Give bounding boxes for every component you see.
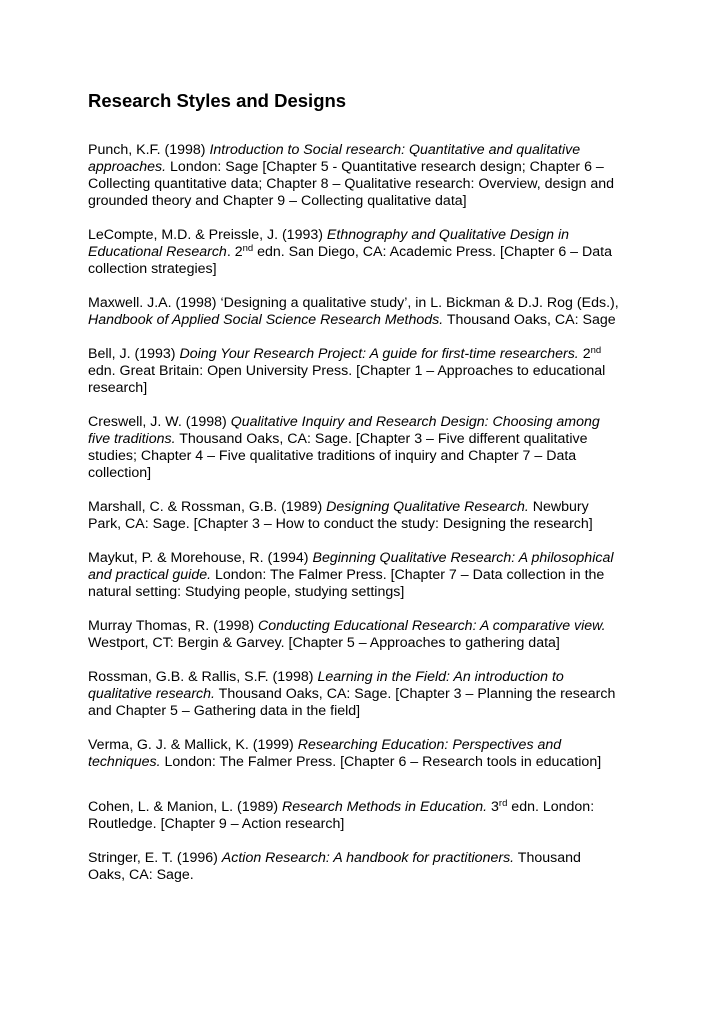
reference-text: 3 [487, 799, 499, 815]
reference-entry [88, 499, 648, 533]
reference-text: Westport, CT: Bergin & Garvey. [Chapter 5 – Approaches to gathering data] [88, 635, 560, 651]
reference-text: Maykut, P. & Morehouse, R. (1994) [88, 550, 313, 566]
reference-title-text: Qualitative Inquiry and Research Design: Choosing among [230, 414, 600, 430]
reference-text: London: Sage [Chapter 5 - Quantitative research design; Chapter 6 – [166, 159, 604, 175]
reference-text: Cohen, L. & Manion, L. (1989) [88, 799, 283, 815]
reference-text: Creswell, J. W. (1998) [88, 414, 231, 430]
reference-entry [88, 414, 648, 482]
reference-text: Oaks, CA: Sage. [88, 867, 194, 883]
reference-title-text: Beginning Qualitative Research: A philosophical [312, 550, 614, 566]
reference-title-text: Educational Research [88, 244, 227, 260]
reference-entry [88, 618, 648, 652]
reference-list [88, 142, 648, 901]
reference-text: Thousand [514, 850, 581, 866]
document-title: Research Styles and Designs [88, 90, 347, 111]
reference-text: Verma, G. J. & Mallick, K. (1999) [88, 737, 298, 753]
reference-entry [88, 295, 648, 329]
reference-text: grounded theory and Chapter 9 – Collecting qualitative data] [88, 193, 467, 209]
reference-title-text: Introduction to Social research: Quantitative and qualitative [209, 142, 581, 158]
reference-text: Thousand Oaks, CA: Sage. [Chapter 3 – Planning the research [214, 686, 616, 702]
reference-text: Punch, K.F. (1998) [88, 142, 210, 158]
reference-entry [88, 550, 648, 601]
reference-text: collection strategies] [88, 261, 217, 277]
reference-entry [88, 669, 648, 720]
reference-entry [88, 227, 648, 278]
reference-text: Newbury [528, 499, 589, 515]
reference-title-text: and practical guide. [88, 567, 212, 583]
reference-text: Thousand Oaks, CA: Sage [443, 312, 616, 328]
reference-text: research] [88, 380, 148, 396]
reference-entry [88, 142, 648, 210]
reference-text: Collecting quantitative data; Chapter 8 – Qualitative research: Overview, design and [88, 176, 615, 192]
reference-text: Rossman, G.B. & Rallis, S.F. (1998) [88, 669, 318, 685]
reference-text: London: The Falmer Press. [Chapter 6 – Research tools in education] [160, 754, 602, 770]
reference-entry [88, 799, 648, 833]
reference-text: Thousand Oaks, CA: Sage. [Chapter 3 – Five different qualitative [175, 431, 588, 447]
reference-title-text: techniques. [88, 754, 161, 770]
reference-text: edn. San Diego, CA: Academic Press. [Chapter 6 – Data [253, 244, 612, 260]
reference-text: 2 [578, 346, 591, 362]
reference-text: Stringer, E. T. (1996) [88, 850, 222, 866]
reference-title-text: Handbook of Applied Social Science Research Methods. [88, 312, 444, 328]
reference-title-text: Ethnography and Qualitative Design in [326, 227, 570, 243]
reference-title-text: Researching Education: Perspectives and [297, 737, 562, 753]
reference-text: natural setting: Studying people, studying settings] [88, 584, 405, 600]
reference-text: Bell, J. (1993) [88, 346, 180, 362]
reference-title-text: Conducting Educational Research: A comparative view. [258, 618, 606, 634]
reference-title-text: Designing Qualitative Research. [326, 499, 529, 515]
reference-text: collection] [88, 465, 152, 481]
ordinal-suffix: nd [242, 243, 254, 254]
reference-title-text: Learning in the Field: An introduction to [317, 669, 564, 685]
reference-entry [88, 346, 648, 397]
reference-title-text: Doing Your Research Project: A guide for first-time researchers. [179, 346, 579, 362]
reference-text: London: The Falmer Press. [Chapter 7 – Data collection in the [211, 567, 605, 583]
reference-text: Marshall, C. & Rossman, G.B. (1989) [88, 499, 327, 515]
reference-text: Park, CA: Sage. [Chapter 3 – How to conduct the study: Designing the research] [88, 516, 593, 532]
reference-entry [88, 737, 648, 771]
reference-title-text: qualitative research. [88, 686, 215, 702]
reference-text: LeCompte, M.D. & Preissle, J. (1993) [88, 227, 327, 243]
reference-text: edn. Great Britain: Open University Press. [Chapter 1 – Approaches to educational [88, 363, 606, 379]
reference-text: edn. London: [507, 799, 595, 815]
reference-title-text: approaches. [88, 159, 167, 175]
reference-text: . 2 [226, 244, 243, 260]
ordinal-suffix: rd [498, 798, 508, 809]
ordinal-suffix: nd [590, 345, 602, 356]
reference-title-text: five traditions. [88, 431, 176, 447]
reference-text: Maxwell. J.A. (1998) ‘Designing a qualitative study’, in L. Bickman & D.J. Rog (Eds.), [88, 295, 619, 311]
reference-title-text: Action Research: A handbook for practitioners. [221, 850, 515, 866]
reference-text: and Chapter 5 – Gathering data in the field] [88, 703, 361, 719]
reference-text: Routledge. [Chapter 9 – Action research] [88, 816, 345, 832]
reference-title-text: Research Methods in Education. [282, 799, 488, 815]
reference-text: studies; Chapter 4 – Five qualitative traditions of inquiry and Chapter 7 – Data [88, 448, 577, 464]
reference-entry [88, 850, 648, 884]
reference-text: Murray Thomas, R. (1998) [88, 618, 259, 634]
